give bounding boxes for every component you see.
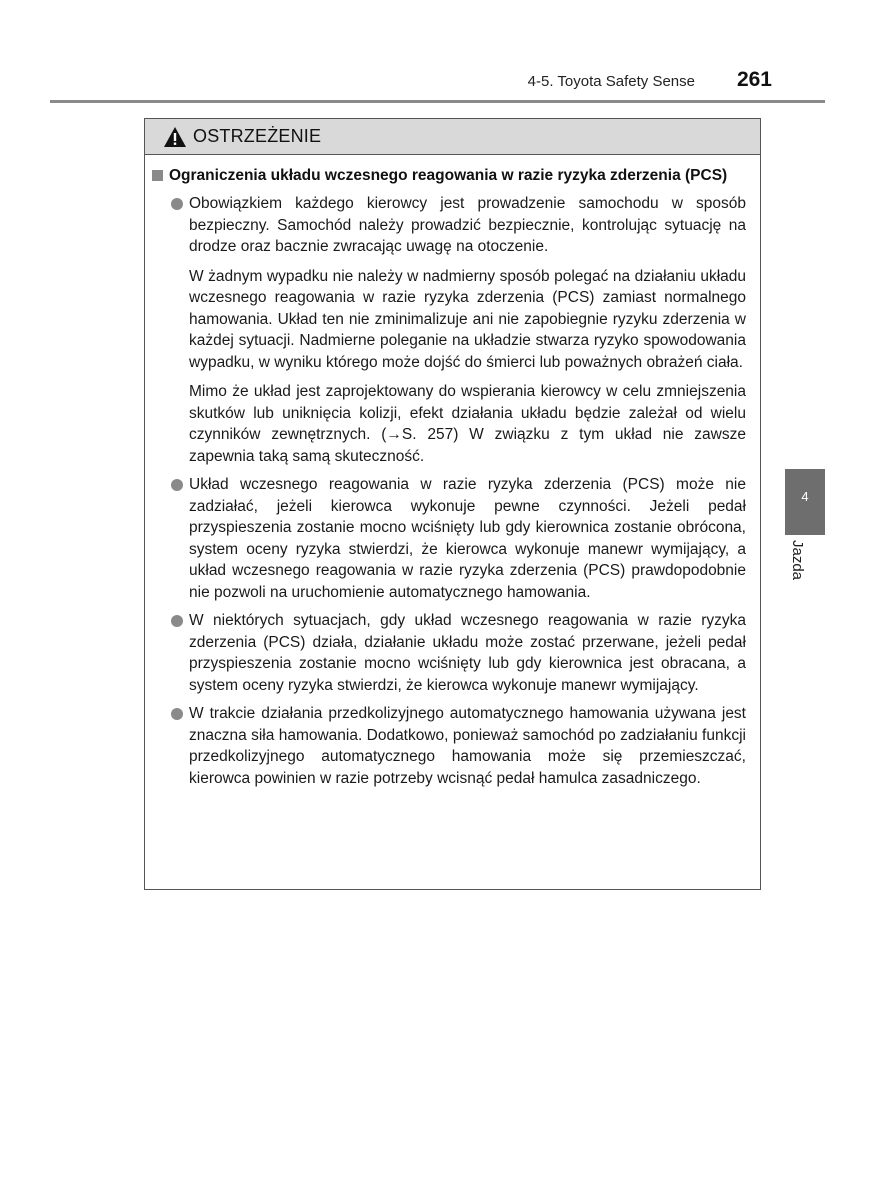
bullet-item [152, 193, 746, 467]
warning-triangle-icon [163, 126, 187, 148]
paragraph: Układ wczesnego reagowania w razie ryzyka zderzenia (PCS) może nie zadziałać, jeżeli kierowca wykonuje pewne czynności. Jeżeli pedał przyspieszenia zostanie mocno wciśnięty lub gdy kierownica zostanie obrócona, system oceny ryzyka stwierdzi, że kierowca wykonuje manewr wymijający, a układ wczesnego reagowania w razie ryzyka zderzenia (PCS) prawdopodobnie nie pozwoli na uruchomienie automatycznego hamowania. [189, 476, 746, 601]
chapter-tab [785, 469, 825, 535]
paragraph: Mimo że układ jest zaprojektowany do wspierania kierowcy w celu zmniejszenia skutków lub uniknięcia kolizji, efekt działania układu będzie zależał od wielu czynników zewnętrznych. (→S. 257) W związku z tym układ nie zawsze zapewnia taką samą skuteczność. [189, 383, 746, 465]
warning-body [145, 155, 760, 789]
circle-bullet-icon [171, 198, 183, 210]
section-heading [152, 165, 746, 186]
page-number: 261 [736, 68, 772, 91]
warning-header [145, 119, 760, 155]
circle-bullet-icon [171, 479, 183, 491]
paragraph: W niektórych sytuacjach, gdy układ wczesnego reagowania w razie ryzyka zderzenia (PCS) działa, działanie układu może zostać przerwane, jeżeli pedał przyspieszenia zostanie mocno wciśnięty lub gdy kierownica jest obracana, a system oceny ryzyka stwierdzi, że kierowca wykonuje manewr wymijający. [189, 612, 746, 694]
chapter-number: 4 [801, 489, 809, 504]
header-divider [50, 100, 825, 103]
warning-title: OSTRZEŻENIE [193, 126, 322, 146]
section-title: 4-5. Toyota Safety Sense [527, 73, 695, 90]
bullet-item [152, 610, 746, 696]
bullet-item [152, 474, 746, 603]
paragraph: W trakcie działania przedkolizyjnego automatycznego hamowania używana jest znaczna siła hamowania. Dodatkowo, ponieważ samochód po zadziałaniu funkcji przedkolizyjnego automatycznego hamowania może się przemieszczać, kierowca powinien w razie potrzeby wcisnąć pedał hamulca zasadniczego. [189, 705, 746, 787]
bullet-item [152, 703, 746, 789]
section-heading-text: Ograniczenia układu wczesnego reagowania w razie ryzyka zderzenia (PCS) [169, 167, 728, 184]
circle-bullet-icon [171, 708, 183, 720]
square-bullet-icon [152, 170, 163, 181]
warning-box [144, 118, 761, 890]
paragraph: Obowiązkiem każdego kierowcy jest prowadzenie samochodu w sposób bezpieczny. Samochód należy prowadzić bezpiecznie, kontrolując sytuację na drodze oraz bacznie zwracając uwagę na otoczenie. [189, 195, 746, 255]
paragraph: W żadnym wypadku nie należy w nadmierny sposób polegać na działaniu układu wczesnego reagowania w razie ryzyka zderzenia (PCS) zamiast normalnego hamowania. Układ ten nie zminimalizuje ani nie zapobiegnie ryzyku zderzenia w każdej sytuacji. Nadmierne poleganie na układzie stwarza ryzyko spowodowania wypadku, w wyniku którego może dojść do śmierci lub poważnych obrażeń ciała. [189, 267, 746, 371]
chapter-label: Jazda [789, 540, 806, 581]
circle-bullet-icon [171, 615, 183, 627]
